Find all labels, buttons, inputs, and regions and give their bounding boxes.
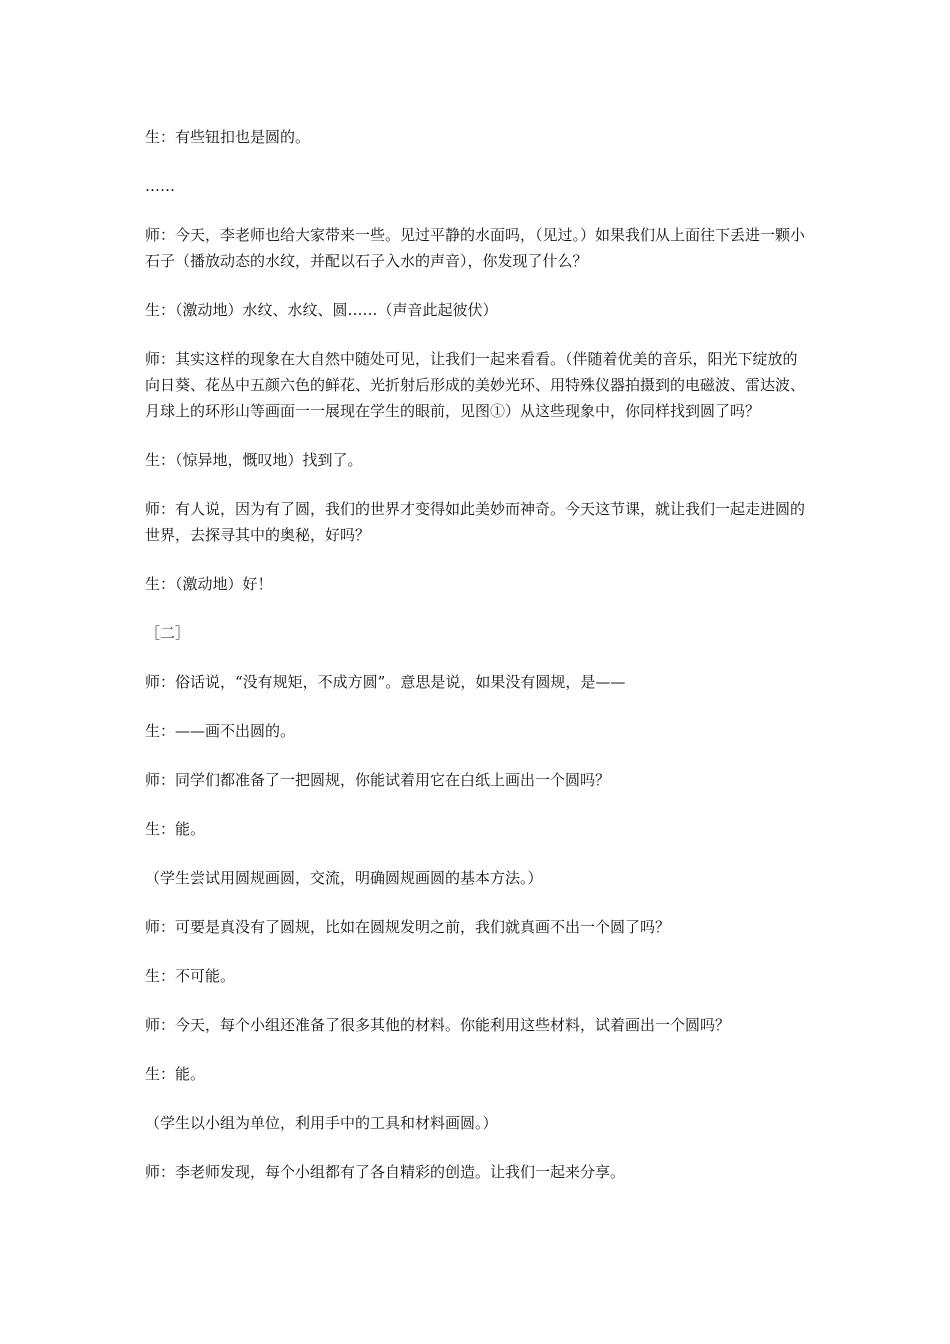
- paragraph-student-buttons: 生：有些钮扣也是圆的。: [145, 128, 311, 146]
- document-body: [145, 124, 810, 1208]
- paragraph-teacher-world: 师：有人说，因为有了圆，我们的世界才变得如此美妙而神奇。今天这节课，就让我们一起走进圆的世界，去探寻其中的奥秘，好吗？: [145, 500, 806, 544]
- paragraph-ellipsis: ……: [145, 177, 175, 195]
- paragraph-teacher-proverb: 师：俗话说，“没有规矩，不成方圆”。意思是说，如果没有圆规，是——: [145, 673, 626, 691]
- paragraph-student-cannot-draw: 生：——画不出圆的。: [145, 722, 296, 740]
- paragraph-teacher-materials: 师：今天，每个小组还准备了很多其他的材料。你能利用这些材料，试着画出一个圆吗？: [145, 1016, 731, 1034]
- paragraph-teacher-nature: 师：其实这样的现象在大自然中随处可见，让我们一起来看看。（伴随着优美的音乐，阳光下绽放的向日葵、花丛中五颜六色的鲜花、光折射后形成的美妙光环、用特殊仪器拍摄到的电磁波、雷达波、月球上的环形山等画面一一展现在学生的眼前，见图①）从这些现象中，你同样找到圆了吗？: [145, 350, 806, 420]
- paragraph-student-ok: 生：（激动地）好！: [145, 575, 273, 593]
- paragraph-student-found: 生：（惊异地，慨叹地）找到了。: [145, 451, 363, 469]
- paragraph-teacher-compass: 师：同学们都准备了一把圆规，你能试着用它在白纸上画出一个圆吗？: [145, 771, 611, 789]
- paragraph-note-compass: （学生尝试用圆规画圆，交流，明确圆规画圆的基本方法。）: [145, 869, 543, 887]
- paragraph-teacher-water: 师：今天，李老师也给大家带来一些。见过平静的水面吗，（见过。）如果我们从上面往下丢进一颗小石子（播放动态的水纹，并配以石子入水的声音），你发现了什么？: [145, 226, 806, 270]
- paragraph-student-can-2: 生：能。: [145, 1065, 206, 1083]
- paragraph-teacher-share: 师：李老师发现，每个小组都有了各自精彩的创造。让我们一起来分享。: [145, 1163, 626, 1181]
- paragraph-student-ripples: 生：（激动地）水纹、水纹、圆……（声音此起彼伏）: [145, 301, 498, 319]
- paragraph-note-groups: （学生以小组为单位，利用手中的工具和材料画圆。）: [145, 1114, 498, 1132]
- section-heading-two: ［二］: [145, 624, 191, 642]
- paragraph-student-can-1: 生：能。: [145, 820, 206, 838]
- paragraph-teacher-no-compass: 师：可要是真没有了圆规，比如在圆规发明之前，我们就真画不出一个圆了吗？: [145, 918, 671, 936]
- paragraph-student-impossible: 生：不可能。: [145, 967, 236, 985]
